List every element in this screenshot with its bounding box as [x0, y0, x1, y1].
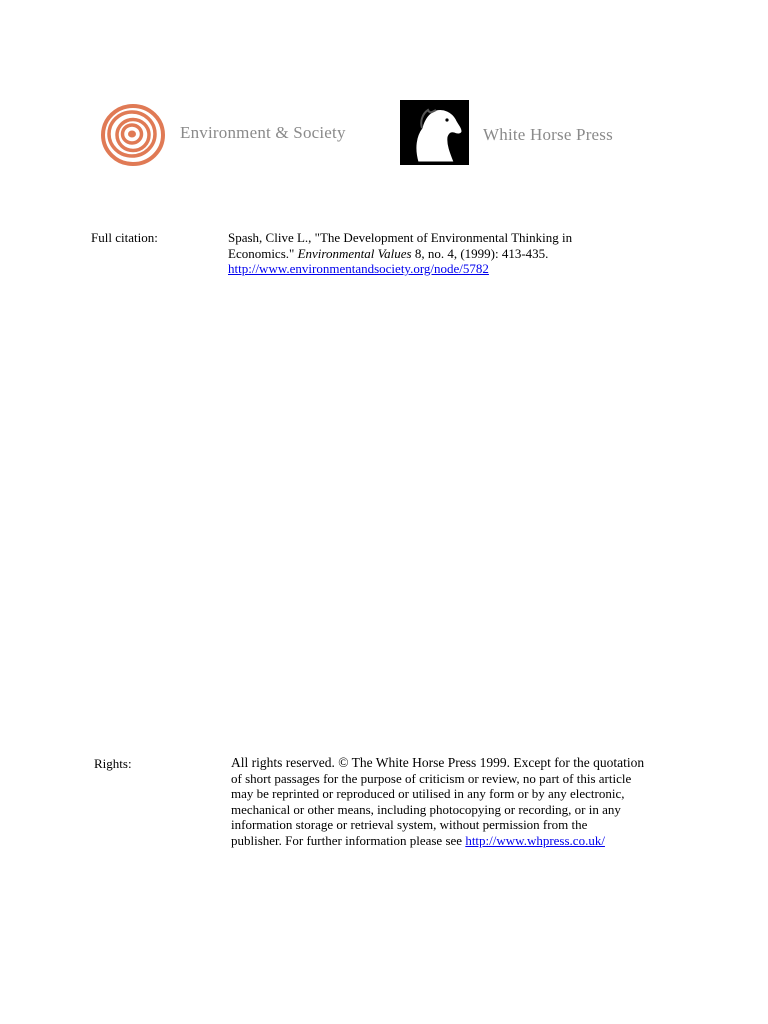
citation-line-2-prefix: Economics." [228, 245, 298, 261]
citation-line-2-suffix: 8, no. 4, (1999): 413-435. [411, 245, 549, 261]
whpress-url-link[interactable]: http://www.whpress.co.uk/ [465, 832, 605, 848]
white-horse-press-label: White Horse Press [483, 125, 613, 144]
rights-text [231, 755, 691, 849]
rights-line-3: may be reprinted or reproduced or utilised in any form or by any electronic, [231, 786, 625, 802]
rights-line-2: of short passages for the purpose of criticism or review, no part of this article [231, 770, 632, 786]
white-horse-press-logo-icon [400, 100, 469, 165]
rights-line-6 [231, 833, 691, 849]
rights-line-6-prefix: publisher. For further information please see [231, 832, 466, 848]
rights-line-1: All rights reserved. © The White Horse Press 1999. Except for the quotation [231, 755, 645, 770]
citation-url-link[interactable]: http://www.environmentandsociety.org/node/5782 [228, 261, 489, 276]
citation-journal: Environmental Values [297, 245, 412, 261]
citation-line-2 [228, 246, 648, 262]
environment-society-logo-icon [100, 103, 166, 167]
full-citation-label: Full citation: [91, 230, 158, 245]
citation-line-1: Spash, Clive L., "The Development of Environmental Thinking in [228, 230, 573, 245]
rights-label: Rights: [94, 756, 132, 771]
rights-line-5: information storage or retrieval system, without permission from the [231, 817, 588, 833]
citation-text [228, 230, 648, 277]
citation-url-line [228, 261, 648, 277]
rights-line-4: mechanical or other means, including photocopying or recording, or in any [231, 801, 621, 817]
environment-society-label: Environment & Society [180, 123, 346, 142]
